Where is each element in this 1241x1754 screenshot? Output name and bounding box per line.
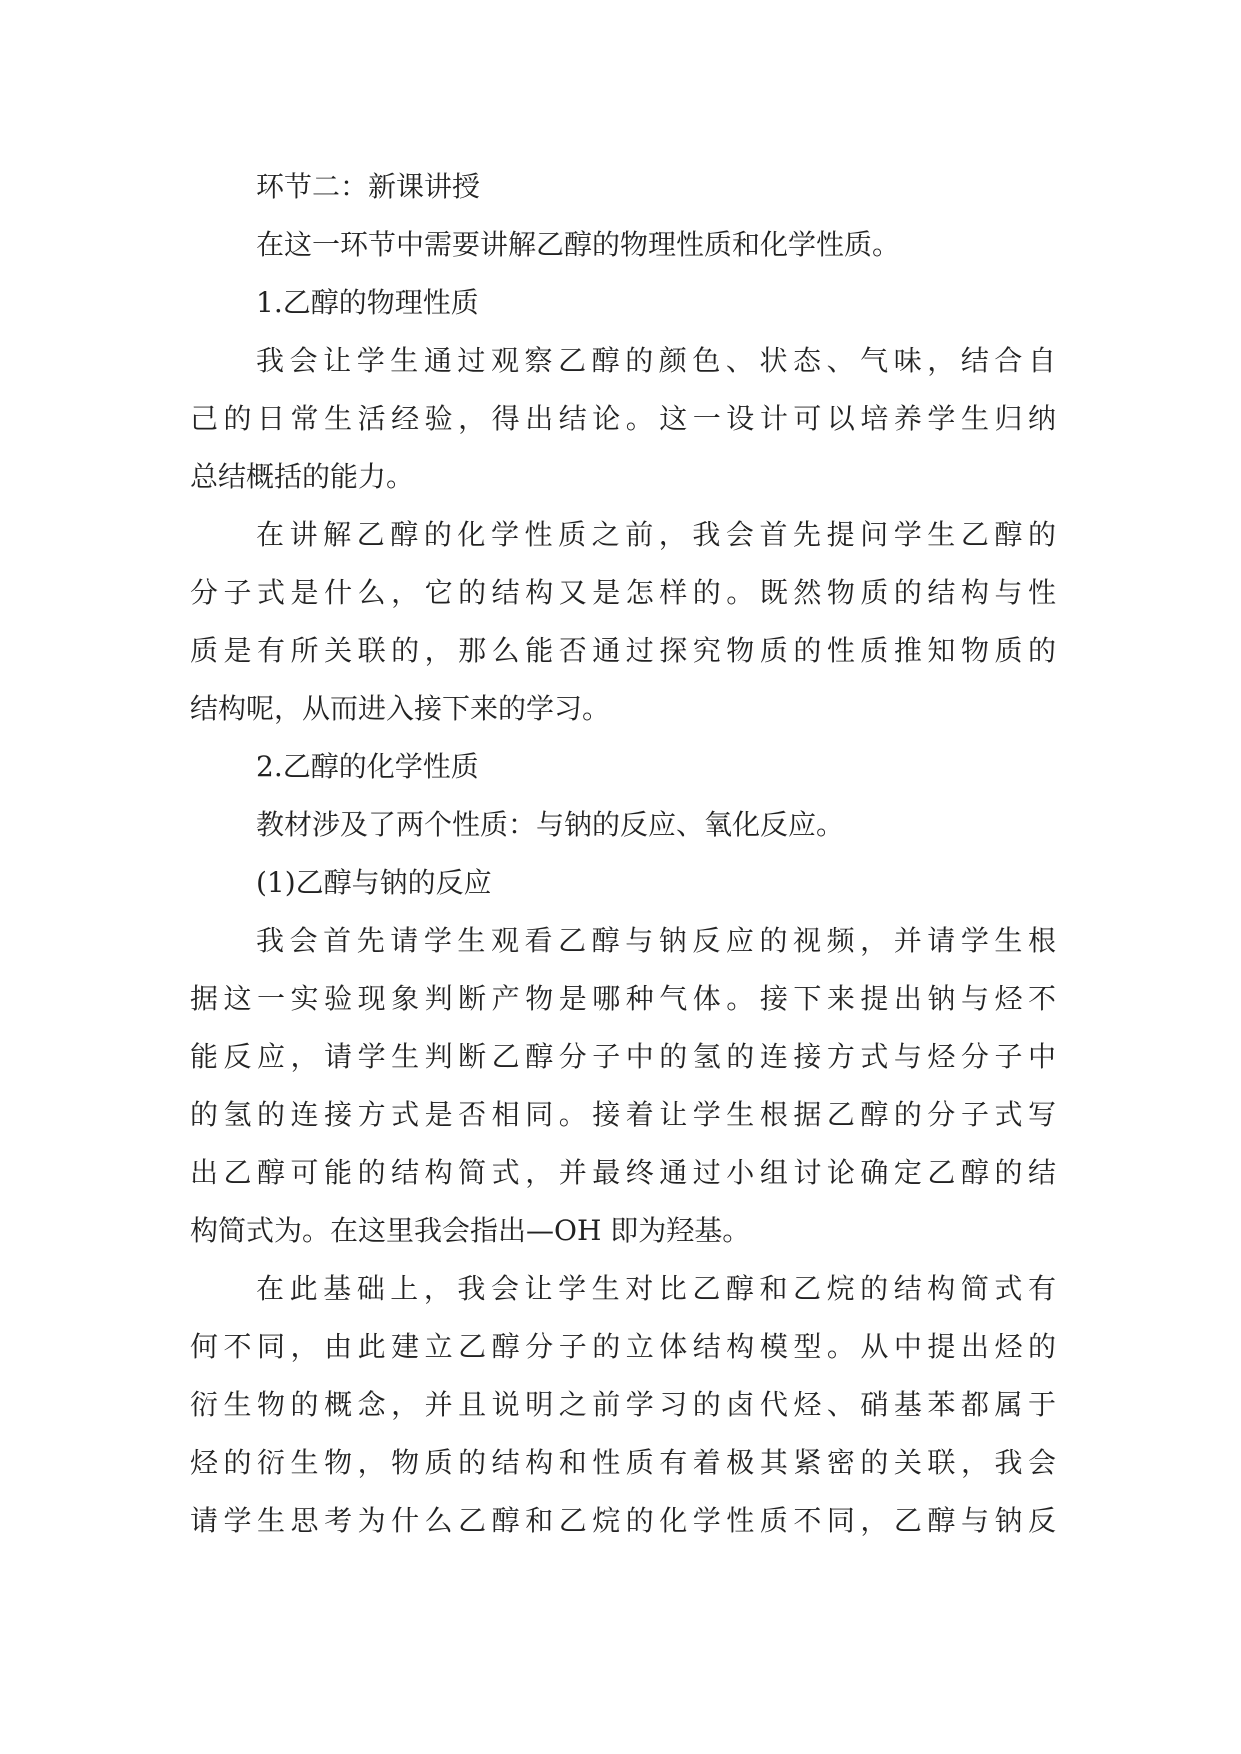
paragraph-derivatives — [190, 1260, 1056, 1550]
paragraph-line: 何不同，由此建立乙醇分子的立体结构模型。从中提出烃的 — [190, 1330, 1056, 1363]
paragraph-line: 据这一实验现象判断产物是哪种气体。接下来提出钠与烃不 — [190, 982, 1056, 1015]
paragraph-line: 我会让学生通过观察乙醇的颜色、状态、气味，结合自 — [256, 344, 1056, 377]
heading-sodium-reaction: (1)乙醇与钠的反应 — [256, 866, 492, 899]
heading-chemical-properties: 2.乙醇的化学性质 — [256, 750, 479, 783]
paragraph-line: 分子式是什么，它的结构又是怎样的。既然物质的结构与性 — [190, 576, 1056, 609]
paragraph-line: 烃的衍生物，物质的结构和性质有着极其紧密的关联，我会 — [190, 1446, 1056, 1479]
heading-physical-properties: 1.乙醇的物理性质 — [256, 286, 479, 319]
paragraph-line: 在讲解乙醇的化学性质之前，我会首先提问学生乙醇的 — [256, 518, 1056, 551]
paragraph-transition — [190, 506, 1056, 738]
section-heading: 环节二：新课讲授 — [256, 170, 481, 203]
paragraph-line: 衍生物的概念，并且说明之前学习的卤代烃、硝基苯都属于 — [190, 1388, 1056, 1421]
paragraph-physical-properties — [190, 332, 1056, 506]
paragraph-line: 能反应，请学生判断乙醇分子中的氢的连接方式与烃分子中 — [190, 1040, 1056, 1073]
paragraph-line: 出乙醇可能的结构简式，并最终通过小组讨论确定乙醇的结 — [190, 1156, 1056, 1189]
paragraph-line: 的氢的连接方式是否相同。接着让学生根据乙醇的分子式写 — [190, 1098, 1056, 1131]
paragraph-line: 总结概括的能力。 — [190, 460, 415, 493]
paragraph-sodium-reaction — [190, 912, 1056, 1260]
paragraph-line: 在此基础上，我会让学生对比乙醇和乙烷的结构简式有 — [256, 1272, 1056, 1305]
paragraph-line: 己的日常生活经验，得出结论。这一设计可以培养学生归纳 — [190, 402, 1056, 435]
paragraph-line: 质是有所关联的，那么能否通过探究物质的性质推知物质的 — [190, 634, 1056, 667]
paragraph-line: 结构呢，从而进入接下来的学习。 — [190, 692, 611, 725]
chemical-intro-paragraph: 教材涉及了两个性质：与钠的反应、氧化反应。 — [256, 808, 845, 841]
intro-paragraph: 在这一环节中需要讲解乙醇的物理性质和化学性质。 — [256, 228, 901, 261]
paragraph-line: 我会首先请学生观看乙醇与钠反应的视频，并请学生根 — [256, 924, 1056, 957]
paragraph-line: 构简式为。在这里我会指出—OH 即为羟基。 — [190, 1214, 751, 1247]
paragraph-line: 请学生思考为什么乙醇和乙烷的化学性质不同，乙醇与钠反 — [190, 1504, 1056, 1537]
document-body — [190, 158, 1056, 1550]
